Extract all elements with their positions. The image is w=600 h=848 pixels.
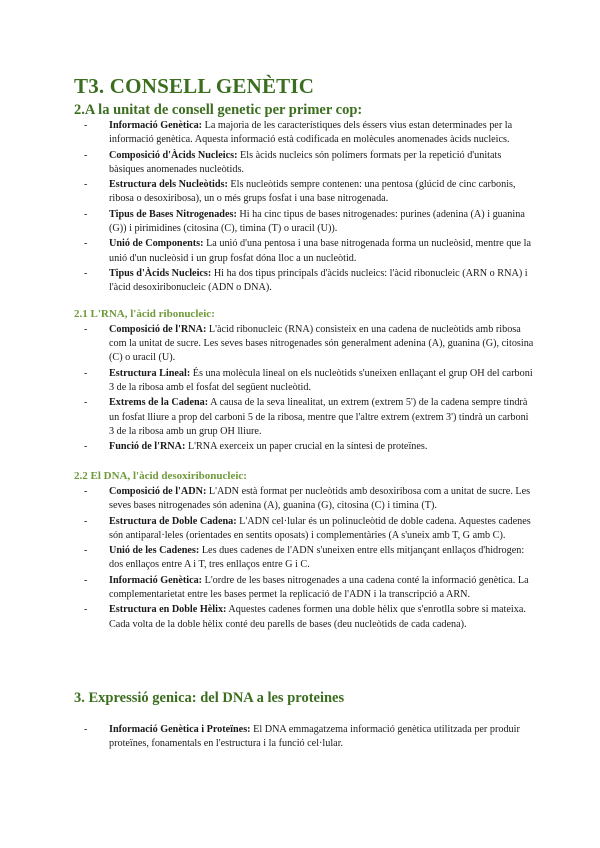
list-item: - Composició de l'ADN: L'ADN està format per nucleòtids amb desoxiribosa com a unitat de sucre. Les seves bases nitrogenades són adenina (A), guanina (G), citosina (C) i timina (T). [82,485,534,513]
list-item: - Tipus de Bases Nitrogenades: Hi ha cinc tipus de bases nitrogenades: purines (adenina (A) i guanina (G)) i pirimidines (citosina (C), timina (T) o uracil (U)). [82,208,534,236]
list-item: - Estructura dels Nucleòtids: Els nucleòtids sempre contenen: una pentosa (glúcid de cinc carbonis, ribosa o desoxiribosa), un o més grups fosfat i una base nitrogenada. [82,178,534,206]
list-item: - Informació Genètica i Proteïnes: El DNA emmagatzema informació genètica utilitzada per produir proteïnes, fonamentals en l'estructura i la funció cel·lular. [82,723,534,751]
section-heading-unitat: 2.A la unitat de consell genetic per primer cop: [74,102,363,118]
list-dna [82,485,534,633]
list-item: - Estructura de Doble Cadena: L'ADN cel·lular és un polinucleòtid de doble cadena. Aquestes cadenes són antiparal·leles (orientades en sentits oposats) i complementàries (A s'uneix amb T, G amb C). [82,515,534,543]
section-heading-expressio: 3. Expressió genica: del DNA a les proteines [74,690,345,706]
list-item: - Estructura Lineal: És una molècula lineal on els nucleòtids s'uneixen enllaçant el grup OH del carboni 3 de la ribosa amb el fosfat del següent nucleòtid. [82,367,534,395]
page-title: T3. CONSELL GENÈTIC [74,74,315,98]
list-item: - Extrems de la Cadena: A causa de la seva linealitat, un extrem (extrem 5') de la cadena sempre tindrà un fosfat lliure a prop del carboni 5 de la ribosa, mentre que l'altre extrem (extrem 3') tindrà un carboni 3 de la ribosa amb un grup OH lliure. [82,396,534,439]
list-item: - Tipus d'Àcids Nucleics: Hi ha dos tipus principals d'àcids nucleics: l'àcid ribonucleic (ARN o RNA) i l'àcid desoxiribonucleic (ADN o DNA). [82,267,534,295]
list-expressio [82,723,534,753]
list-item: - Unió de les Cadenes: Les dues cadenes de l'ADN s'uneixen entre ells mitjançant enllaços d'hidrogen: dos enllaços entre A i T, tres enllaços entre G i C. [82,544,534,572]
list-item: - Estructura en Doble Hèlix: Aquestes cadenes formen una doble hèlix que s'enrotlla sobre si mateixa. Cada volta de la doble hèlix conté deu parells de bases (deu nucleòtids de cada cadena). [82,603,534,631]
list-rna [82,323,534,456]
section-heading-rna: 2.1 L'RNA, l'àcid ribonucleic: [74,308,215,320]
list-item: - Composició d'Àcids Nucleics: Els àcids nucleics són polímers formats per la repetició d'unitats bàsiques anomenades nucleòtids. [82,149,534,177]
list-item: - Composició de l'RNA: L'àcid ribonucleic (RNA) consisteix en una cadena de nucleòtids amb ribosa com la unitat de sucre. Les seves bases nitrogenades són generalment adenina (A), guanina (G), citosina (C) o uracil (U). [82,323,534,366]
list-item: - Unió de Components: La unió d'una pentosa i una base nitrogenada forma un nucleòsid, mentre que la unió d'un nucleòsid i un grup fosfat dóna lloc a un nucleòtid. [82,237,534,265]
list-item: - Funció de l'RNA: L'RNA exerceix un paper crucial en la síntesi de proteïnes. [82,440,534,454]
list-unitat [82,119,534,297]
section-heading-dna: 2.2 El DNA, l'àcid desoxiribonucleic: [74,470,247,482]
list-item: - Informació Genètica: L'ordre de les bases nitrogenades a una cadena conté la informació genètica. La complementarietat entre les bases permet la replicació de l'ADN i la transcripció a ARN. [82,574,534,602]
list-item: - Informació Genètica: La majoria de les característiques dels éssers vius estan determinades per la informació genètica. Aquesta informació està codificada en molècules anomenades àcids nucleics. [82,119,534,147]
